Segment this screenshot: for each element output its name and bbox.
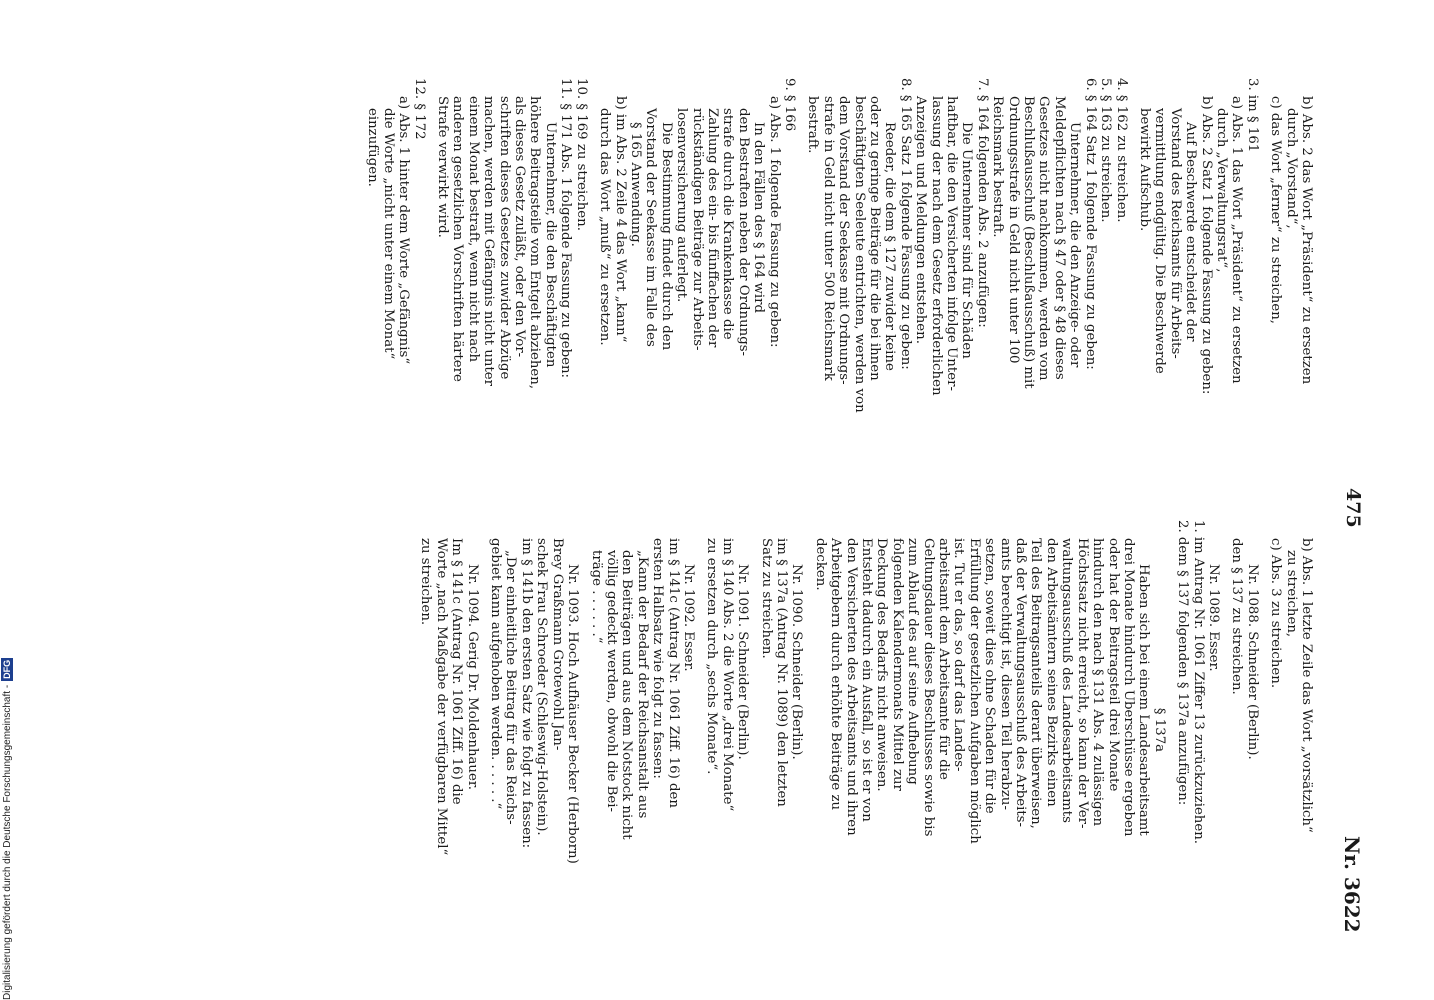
- text-line: anderen gesetzlichen Vorschriften härtere: [450, 96, 466, 382]
- text-line: oder zu geringe Beiträge für die bei ihnen: [867, 96, 883, 381]
- text-line: ersten Halbsatz wie folgt zu fassen:: [650, 538, 666, 779]
- dfg-logo-icon: DFG: [2, 659, 12, 679]
- text-line: Arbeitgebern durch erhöhte Beiträge zu: [828, 538, 844, 811]
- text-line: 8. § 165 Satz 1 folgende Fassung zu geben:: [897, 78, 913, 370]
- text-line: Unternehmer, die den Anzeige- oder: [1067, 122, 1083, 368]
- text-line: zu streichen,: [1283, 550, 1299, 638]
- text-line: 11. § 171 Abs. 1 folgende Fassung zu geben:: [558, 78, 574, 379]
- text-line: Reeder, die dem § 127 zuwider keine: [882, 122, 898, 371]
- text-line: oder hat der Beitragsteil drei Monate: [1105, 538, 1121, 792]
- text-line: im § 141b den ersten Satz wie folgt zu fassen:: [518, 538, 534, 849]
- text-line: b) im Abs. 2 Zeile 4 das Wort „kann“: [612, 96, 628, 343]
- text-line: „Der einheitliche Beitrag für das Reichs-: [503, 550, 519, 825]
- text-line: Brey Graßmann Grotewohl Jan-: [549, 538, 565, 751]
- text-line: c) das Wort „ferner“ zu streichen,: [1268, 96, 1284, 325]
- left-column: [365, 78, 1314, 498]
- text-line: die Worte „nicht unter einem Monat“: [380, 108, 396, 360]
- line-gap: [1260, 520, 1268, 940]
- digitization-credit: [0, 600, 14, 1000]
- text-line: Vorstand der Seekasse im Falle des: [643, 108, 659, 347]
- text-line: Nr. 1089. Esser.: [1205, 564, 1221, 672]
- text-line: setzen, soweit dies ohne Schaden für die: [982, 538, 998, 814]
- text-line: 5. § 163 zu streichen.: [1098, 78, 1114, 223]
- line-gap: [1129, 78, 1137, 498]
- text-line: Nr. 1088. Schneider (Berlin).: [1244, 564, 1260, 760]
- text-line: Geltungsdauer dieses Beschlusses sowie bis: [920, 538, 936, 837]
- text-line: den Beiträgen und aus dem Notstock nicht: [619, 550, 635, 840]
- text-line: daß der Verwaltungsausschuß des Arbeits-: [1013, 538, 1029, 827]
- text-line: 3. im § 161: [1244, 78, 1260, 153]
- credit-text: Digitalisierung gefördert durch die Deutsche Forschungsgemeinschaft -: [1, 684, 13, 1000]
- text-line: b) Abs. 2 Satz 1 folgende Fassung zu geben:: [1198, 96, 1214, 395]
- text-line: den § 137 zu streichen.: [1229, 538, 1245, 695]
- text-line: völlig gedeckt werden, obwohl die Bei-: [603, 550, 619, 813]
- text-line: Meldepflichten nach § 47 oder § 48 dieses: [1051, 96, 1067, 380]
- text-line: zu ersetzen durch „sechs Monate“.: [704, 538, 720, 775]
- text-line: In den Fällen des § 164 wird: [751, 122, 767, 314]
- text-line: durch „Vorstand“,: [1283, 108, 1299, 229]
- text-line: Haben sich bei einem Landesarbeitsamt: [1136, 564, 1152, 836]
- text-line: § 165 Anwendung.: [627, 122, 643, 247]
- text-line: Auf Beschwerde entscheidet der: [1183, 122, 1199, 342]
- page-number: 475: [1342, 488, 1364, 528]
- text-line: § 137a: [1151, 707, 1167, 753]
- text-line: rückständigen Beiträge zur Arbeits-: [689, 108, 705, 351]
- text-line: vermittlung endgültig. Die Beschwerde: [1152, 108, 1168, 374]
- text-line: 9. § 166: [782, 78, 797, 132]
- text-line: Entsteht dadurch ein Ausfall, so ist er von: [859, 538, 875, 822]
- text-line: 6. § 164 Satz 1 folgende Fassung zu geben:: [1082, 78, 1098, 370]
- text-line: Vorstand des Reichsamts für Arbeits-: [1167, 108, 1183, 359]
- text-line: Satz zu streichen.: [758, 538, 774, 659]
- text-line: 7. § 164 folgenden Abs. 2 anzufügen:: [974, 78, 990, 328]
- text-line: durch das Wort „muß“ zu ersetzen.: [597, 108, 613, 346]
- line-gap: [750, 520, 758, 940]
- text-line: ist. Tut er das, so darf das Landes-: [951, 538, 967, 772]
- line-gap: [1260, 78, 1268, 498]
- text-line: Reichsmark bestraft.: [990, 96, 1006, 238]
- text-line: bewirkt Aufschub.: [1136, 108, 1152, 232]
- text-line: Nr. 1093. Hoch Aufhäuser Becker (Herborn): [565, 564, 581, 864]
- text-line: c) Abs. 3 zu streichen.: [1268, 538, 1284, 689]
- text-line: haftbar, die den Versicherten infolge Unter-: [944, 96, 960, 391]
- line-gap: [1221, 520, 1229, 940]
- text-line: gebiet kann aufgehoben werden. . . . . .“: [488, 538, 504, 810]
- text-line: Deckung des Bedarfs nicht anweisen.: [874, 538, 890, 792]
- text-line: 1. im Antrag Nr. 1061 Ziffer 13 zurückzuziehen.: [1190, 520, 1206, 845]
- text-line: Erfüllung der gesetzlichen Aufgaben möglich: [966, 538, 982, 844]
- text-line: Die Bestimmung findet durch den: [658, 122, 674, 351]
- text-line: Beschlußausschuß (Beschlußausschuß) mit: [1021, 96, 1037, 389]
- line-gap: [804, 520, 812, 940]
- right-column: [418, 520, 1314, 940]
- text-line: lassung der nach dem Gesetz erforderlichen: [928, 96, 944, 396]
- text-line: im § 141c (Antrag Nr. 1061 Ziff. 16) den: [665, 538, 681, 808]
- text-line: einem Monat bestraft, wenn nicht nach: [465, 96, 481, 363]
- line-gap: [1167, 520, 1175, 940]
- line-gap: [696, 520, 704, 940]
- text-line: strafe durch die Krankenkasse die: [720, 108, 736, 340]
- text-line: Strafe verwirkt wird.: [435, 96, 451, 238]
- text-line: zu streichen.: [418, 538, 434, 626]
- text-line: a) Abs. 1 folgende Fassung zu geben:: [766, 96, 782, 348]
- text-line: 12. § 172: [411, 78, 427, 140]
- text-line: „Kann der Bedarf der Reichsanstalt aus: [634, 550, 650, 819]
- text-line: Nr. 1091. Schneider (Berlin).: [735, 564, 751, 760]
- text-line: den Arbeitsämtern seines Bezirks einen: [1043, 538, 1059, 807]
- text-line: zum Ablauf des auf seine Aufhebung: [905, 538, 921, 785]
- text-line: Höchstsatz nicht erreicht, so kann der Ver-: [1074, 538, 1090, 829]
- text-line: schek Frau Schroeder (Schleswig-Holstein).: [534, 538, 550, 836]
- text-line: decken.: [812, 538, 828, 591]
- text-line: 2. dem § 137 folgenden § 137a anzufügen:: [1175, 520, 1191, 806]
- text-line: Gesetzes nicht nachkommen, werden vom: [1036, 96, 1052, 381]
- text-line: losenversicherung auferlegt.: [674, 108, 690, 303]
- text-line: schriften dieses Gesetzes zuwider Abzüge: [496, 96, 512, 380]
- text-line: hindurch den nach § 131 Abs. 4 zulässigen: [1090, 538, 1106, 827]
- text-line: a) Abs. 1 das Wort „Präsident“ zu ersetzen: [1229, 96, 1245, 384]
- document-number: Nr. 3622: [1340, 836, 1364, 933]
- line-gap: [797, 78, 805, 498]
- line-gap: [580, 520, 588, 940]
- text-line: Nr. 1092. Esser.: [680, 564, 696, 672]
- text-line: a) Abs. 1 hinter dem Worte „Gefängnis“: [396, 96, 412, 365]
- text-line: drei Monate hindurch Überschüsse ergeben: [1120, 538, 1136, 837]
- line-gap: [427, 78, 435, 498]
- text-line: arbeitsamt dem Arbeitsamte für die: [936, 538, 952, 780]
- text-line: beschäftigten Seeleute entrichten, werden von: [851, 96, 867, 413]
- text-line: Die Unternehmer sind für Schäden: [959, 122, 975, 359]
- text-line: Im § 141c (Antrag Nr. 1061 Ziff. 16) die: [449, 538, 465, 805]
- text-line: Ordnungsstrafe in Geld nicht unter 100: [1005, 96, 1021, 364]
- text-line: den Versicherten des Arbeitsamts und ihren: [843, 538, 859, 836]
- text-line: den Bestraften neben der Ordnungs-: [735, 108, 751, 357]
- text-line: folgenden Kalendermonats Mittel zur: [889, 538, 905, 791]
- text-line: strafe in Geld nicht unter 500 Reichsmark: [820, 96, 836, 381]
- text-line: amts berechtigt ist, diesen Teil herabzu-: [997, 538, 1013, 810]
- text-line: bestraft.: [805, 96, 821, 154]
- text-line: als dieses Gesetz zuläßt, oder den Vor-: [512, 96, 528, 358]
- text-line: durch „Verwaltungsrat“,: [1213, 108, 1229, 273]
- line-gap: [480, 520, 488, 940]
- text-line: b) Abs. 2 das Wort „Präsident“ zu ersetzen: [1299, 96, 1314, 385]
- text-line: 10. § 169 zu streichen.: [573, 78, 589, 231]
- text-line: Nr. 1090. Schneider (Berlin).: [789, 564, 805, 760]
- text-line: Zahlung des ein- bis fünffachen der: [704, 108, 720, 348]
- text-line: Teil des Beitragsanteils derart überweisen,: [1028, 538, 1044, 829]
- text-line: 4. § 162 zu streichen.: [1113, 78, 1129, 223]
- text-line: machen, werden mit Gefängnis nicht unter: [481, 96, 497, 387]
- text-line: einzufügen.: [365, 108, 381, 187]
- text-line: im § 137a (Antrag Nr. 1089) den letzten: [774, 538, 789, 807]
- line-gap: [589, 78, 597, 498]
- text-line: Worte „nach Maßgabe der verfügbaren Mittel“: [433, 538, 449, 856]
- text-line: höhere Beitragsteile vom Entgelt abziehen,: [527, 96, 543, 390]
- text-line: Nr. 1094. Gerig Dr. Moldenhauer.: [464, 564, 480, 790]
- text-line: träge . . . . . .“: [588, 550, 604, 644]
- text-line: dem Vorstand der Seekasse mit Ordnungs-: [836, 96, 852, 385]
- text-line: im § 140 Abs. 2 die Worte „drei Monate“: [719, 538, 735, 812]
- text-line: b) Abs. 1 letzte Zeile das Wort „vorsätzlich“: [1299, 538, 1314, 833]
- text-line: Unternehmer, die den Beschäftigten: [542, 122, 558, 368]
- text-line: waltungsausschuß des Landesarbeitsamts: [1059, 538, 1075, 823]
- text-line: Anzeigen und Meldungen entstehen.: [913, 96, 929, 344]
